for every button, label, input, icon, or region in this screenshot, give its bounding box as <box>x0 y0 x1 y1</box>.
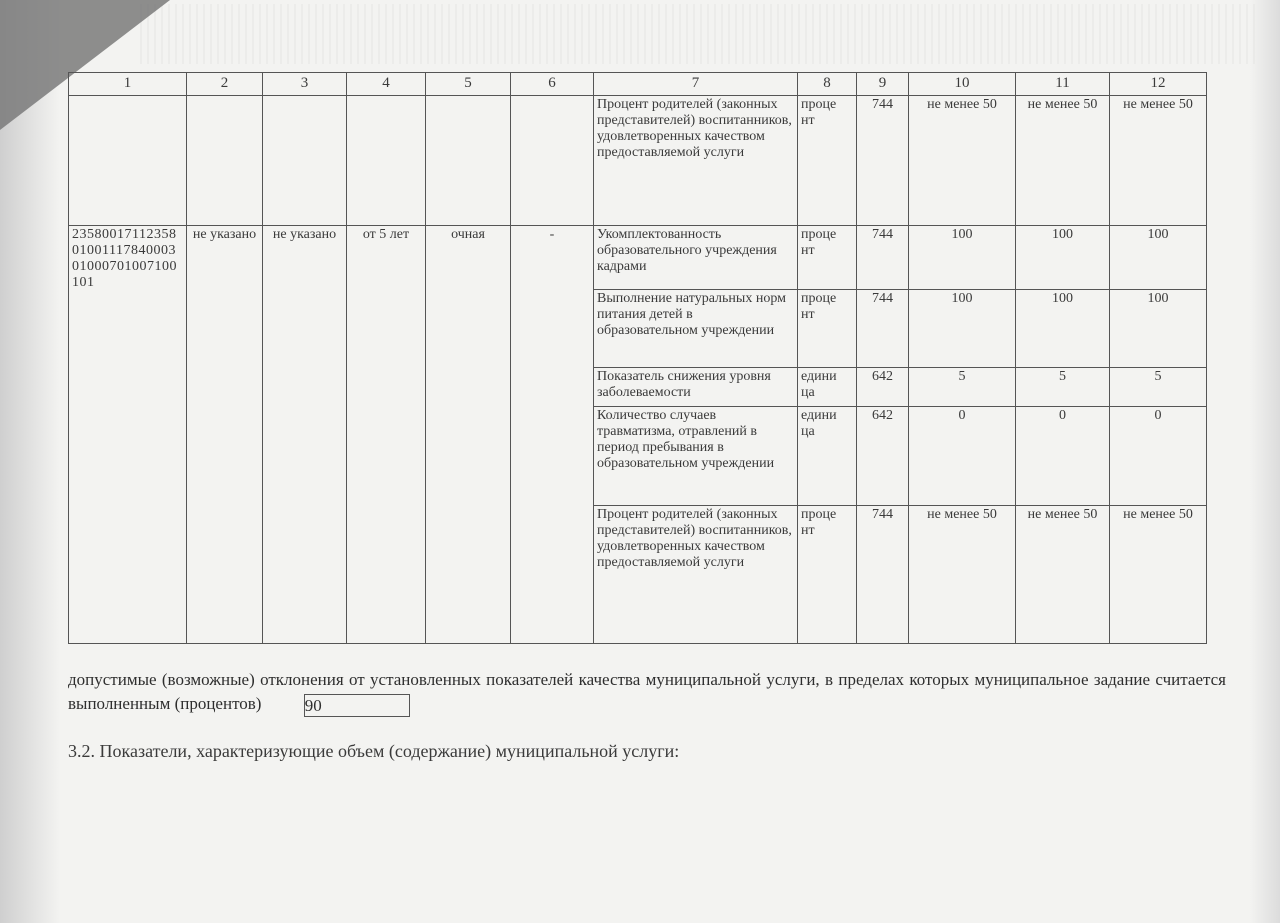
indicator-name: Показатель снижения уровня заболеваемости <box>594 368 798 407</box>
col-number: 3 <box>263 73 347 96</box>
value-col12: 5 <box>1110 368 1207 407</box>
okei-code: 642 <box>857 407 909 506</box>
unit-name: проце нт <box>798 506 857 644</box>
scan-shadow <box>0 0 60 923</box>
indicator-name: Процент родителей (законных представителей) воспитанников, удовлетворенных качеством предоставляемой услуги <box>594 96 798 226</box>
value-col11: не менее 50 <box>1016 506 1110 644</box>
col-number: 10 <box>909 73 1016 96</box>
unit-name: едини ца <box>798 407 857 506</box>
value-col10: 100 <box>909 226 1016 290</box>
indicator-name: Укомплектованность образовательного учреждения кадрами <box>594 226 798 290</box>
section-title: 3.2. Показатели, характеризующие объем (содержание) муниципальной услуги: <box>68 741 680 761</box>
col-number: 1 <box>69 73 187 96</box>
content-2: не указано <box>263 226 347 644</box>
value-col10: не менее 50 <box>909 96 1016 226</box>
column-numbers-row <box>69 73 1207 96</box>
value-col11: 5 <box>1016 368 1110 407</box>
value-col11: не менее 50 <box>1016 96 1110 226</box>
okei-code: 744 <box>857 290 909 368</box>
col-number: 5 <box>426 73 511 96</box>
unit-name: проце нт <box>798 226 857 290</box>
value-col11: 100 <box>1016 226 1110 290</box>
scan-edge <box>1250 0 1280 923</box>
unit-name: проце нт <box>798 96 857 226</box>
col-number: 8 <box>798 73 857 96</box>
table-row <box>69 96 1207 226</box>
table-row <box>69 226 1207 290</box>
indicator-name: Процент родителей (законных представителей) воспитанников, удовлетворенных качеством предоставляемой услуги <box>594 506 798 644</box>
okei-code: 642 <box>857 368 909 407</box>
col-number: 2 <box>187 73 263 96</box>
col-number: 4 <box>347 73 426 96</box>
value-col12: 100 <box>1110 226 1207 290</box>
allowed-deviation-value: 90 <box>304 694 410 717</box>
allowed-deviation-paragraph <box>68 668 1226 717</box>
value-col10: 100 <box>909 290 1016 368</box>
indicator-name: Количество случаев травматизма, отравлений в период пребывания в образовательном учреждении <box>594 407 798 506</box>
value-col12: 0 <box>1110 407 1207 506</box>
registry-code: 235800171123580100111784000301000701007100101 <box>69 226 187 644</box>
age-category: от 5 лет <box>347 226 426 644</box>
quality-indicators-table <box>68 72 1207 644</box>
col-number: 6 <box>511 73 594 96</box>
scan-noise <box>140 4 1260 64</box>
value-col12: 100 <box>1110 290 1207 368</box>
indicator-name: Выполнение натуральных норм питания детей в образовательном учреждении <box>594 290 798 368</box>
condition-2: - <box>511 226 594 644</box>
okei-code: 744 <box>857 96 909 226</box>
value-col11: 100 <box>1016 290 1110 368</box>
value-col12: не менее 50 <box>1110 96 1207 226</box>
unit-name: проце нт <box>798 290 857 368</box>
col-number: 7 <box>594 73 798 96</box>
col-number: 11 <box>1016 73 1110 96</box>
okei-code: 744 <box>857 506 909 644</box>
value-col10: 5 <box>909 368 1016 407</box>
study-form: очная <box>426 226 511 644</box>
unit-name: едини ца <box>798 368 857 407</box>
col-number: 12 <box>1110 73 1207 96</box>
content-1: не указано <box>187 226 263 644</box>
value-col10: не менее 50 <box>909 506 1016 644</box>
value-col10: 0 <box>909 407 1016 506</box>
okei-code: 744 <box>857 226 909 290</box>
col-number: 9 <box>857 73 909 96</box>
allowed-deviation-text: допустимые (возможные) отклонения от установленных показателей качества муниципальной услуги, в пределах которых муниципальное задание считается выполненным (процентов) <box>68 670 1226 713</box>
value-col11: 0 <box>1016 407 1110 506</box>
value-col12: не менее 50 <box>1110 506 1207 644</box>
